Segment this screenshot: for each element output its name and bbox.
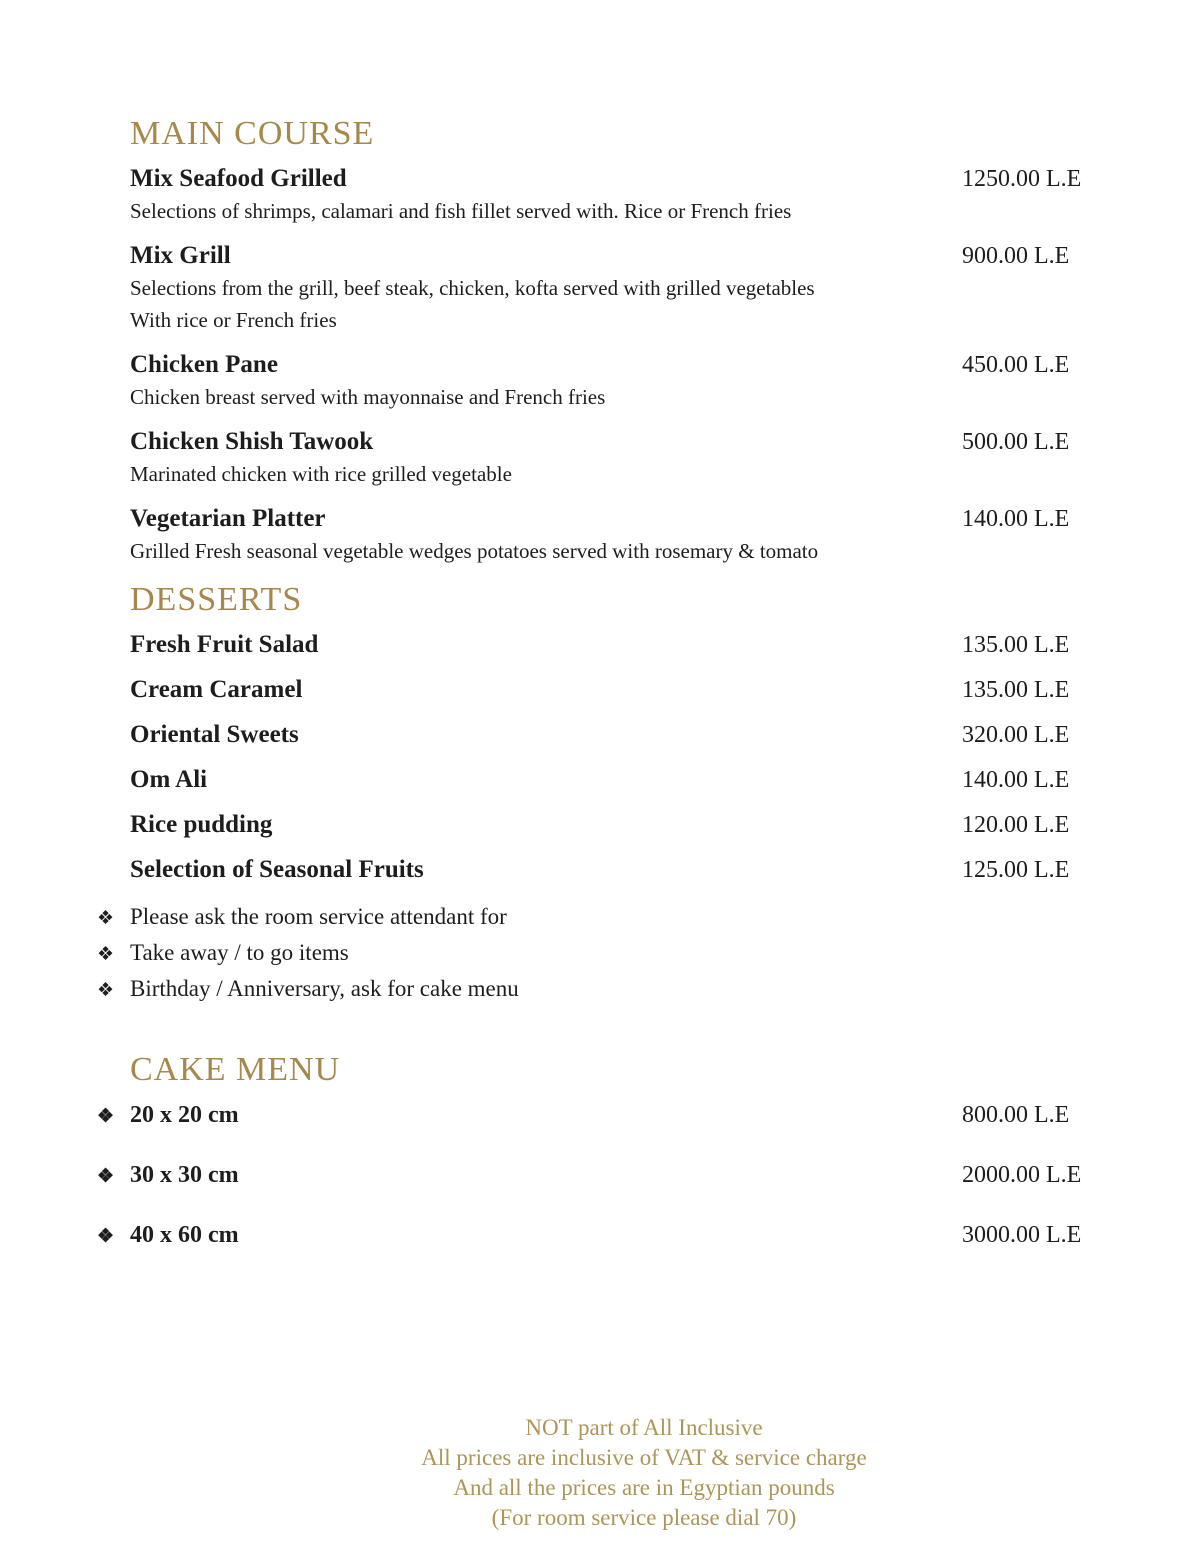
item-description: Selections from the grill, beef steak, chicken, kofta served with grilled vegetables [130, 276, 815, 300]
item-price: 450.00 L.E [962, 352, 1070, 378]
note-item [97, 936, 1140, 972]
main-course-title: MAIN COURSE [130, 115, 375, 152]
service-notes [97, 900, 1140, 1008]
item-price: 800.00 L.E [962, 1102, 1070, 1128]
item-price: 135.00 L.E [962, 677, 1070, 703]
item-price: 140.00 L.E [962, 506, 1070, 532]
main-course-section [130, 115, 1140, 567]
menu-item-chicken-shish-tawook [130, 426, 1140, 490]
item-price: 125.00 L.E [962, 857, 1070, 883]
note-item [97, 972, 1140, 1008]
item-price: 140.00 L.E [962, 767, 1070, 793]
menu-item-mix-seafood-grilled [130, 163, 1140, 227]
footer-line: (For room service please dial 70) [491, 1505, 797, 1530]
item-name: Cream Caramel [130, 676, 303, 703]
menu-item-mix-grill [130, 240, 1140, 336]
item-name: Mix Seafood Grilled [130, 165, 347, 192]
menu-item-om-ali [130, 764, 1140, 796]
footer-line: NOT part of All Inclusive [525, 1415, 763, 1440]
menu-item-oriental-sweets [130, 719, 1140, 751]
item-price: 900.00 L.E [962, 243, 1070, 269]
footer-line: And all the prices are in Egyptian pounds [453, 1475, 835, 1500]
item-name: Fresh Fruit Salad [130, 631, 319, 658]
item-name: 40 x 60 cm [130, 1222, 239, 1248]
menu-item-chicken-pane [130, 349, 1140, 413]
item-name: Chicken Pane [130, 351, 278, 378]
item-price: 120.00 L.E [962, 812, 1070, 838]
menu-item-vegetarian-platter [130, 503, 1140, 567]
item-name: Selection of Seasonal Fruits [130, 856, 424, 883]
item-description: Marinated chicken with rice grilled vegetable [130, 462, 512, 486]
diamond-bullet-icon: ❖ [97, 1226, 115, 1247]
item-name: Vegetarian Platter [130, 505, 326, 532]
diamond-bullet-icon: ❖ [97, 980, 115, 1001]
diamond-bullet-icon: ❖ [97, 944, 115, 965]
footer-notes [130, 1413, 1140, 1533]
menu-item-cream-caramel [130, 674, 1140, 706]
item-description: With rice or French fries [130, 308, 337, 332]
menu-item-fresh-fruit-salad [130, 629, 1140, 661]
diamond-bullet-icon: ❖ [97, 1106, 115, 1127]
note-text: Birthday / Anniversary, ask for cake menu [130, 976, 519, 1001]
item-name: Mix Grill [130, 242, 231, 269]
menu-item-rice-pudding [130, 809, 1140, 841]
item-price: 135.00 L.E [962, 632, 1070, 658]
cake-menu-section [97, 1051, 1140, 1253]
cake-size-row-30x30 [97, 1159, 1140, 1193]
desserts-title: DESSERTS [130, 581, 303, 618]
note-text: Take away / to go items [130, 940, 349, 965]
item-name: Oriental Sweets [130, 721, 299, 748]
cake-size-row-20x20 [97, 1099, 1140, 1133]
diamond-bullet-icon: ❖ [97, 908, 115, 929]
cake-size-row-40x60 [97, 1219, 1140, 1253]
cake-menu-title: CAKE MENU [130, 1051, 341, 1088]
item-price: 3000.00 L.E [962, 1222, 1082, 1248]
item-description: Chicken breast served with mayonnaise and French fries [130, 385, 606, 409]
item-description: Selections of shrimps, calamari and fish fillet served with. Rice or French fries [130, 199, 792, 223]
footer-line: All prices are inclusive of VAT & service charge [421, 1445, 867, 1470]
item-description: Grilled Fresh seasonal vegetable wedges potatoes served with rosemary & tomato [130, 539, 819, 563]
note-text: Please ask the room service attendant for [130, 904, 507, 929]
desserts-section [130, 581, 1140, 886]
note-item [97, 900, 1140, 936]
item-price: 320.00 L.E [962, 722, 1070, 748]
menu-item-selection-of-seasonal-fruits [130, 854, 1140, 886]
item-name: 30 x 30 cm [130, 1162, 239, 1188]
diamond-bullet-icon: ❖ [97, 1166, 115, 1187]
item-price: 2000.00 L.E [962, 1162, 1082, 1188]
item-name: Rice pudding [130, 811, 273, 838]
item-price: 500.00 L.E [962, 429, 1070, 455]
item-name: Om Ali [130, 766, 208, 793]
item-name: 20 x 20 cm [130, 1102, 239, 1128]
item-name: Chicken Shish Tawook [130, 428, 374, 455]
item-price: 1250.00 L.E [962, 166, 1082, 192]
